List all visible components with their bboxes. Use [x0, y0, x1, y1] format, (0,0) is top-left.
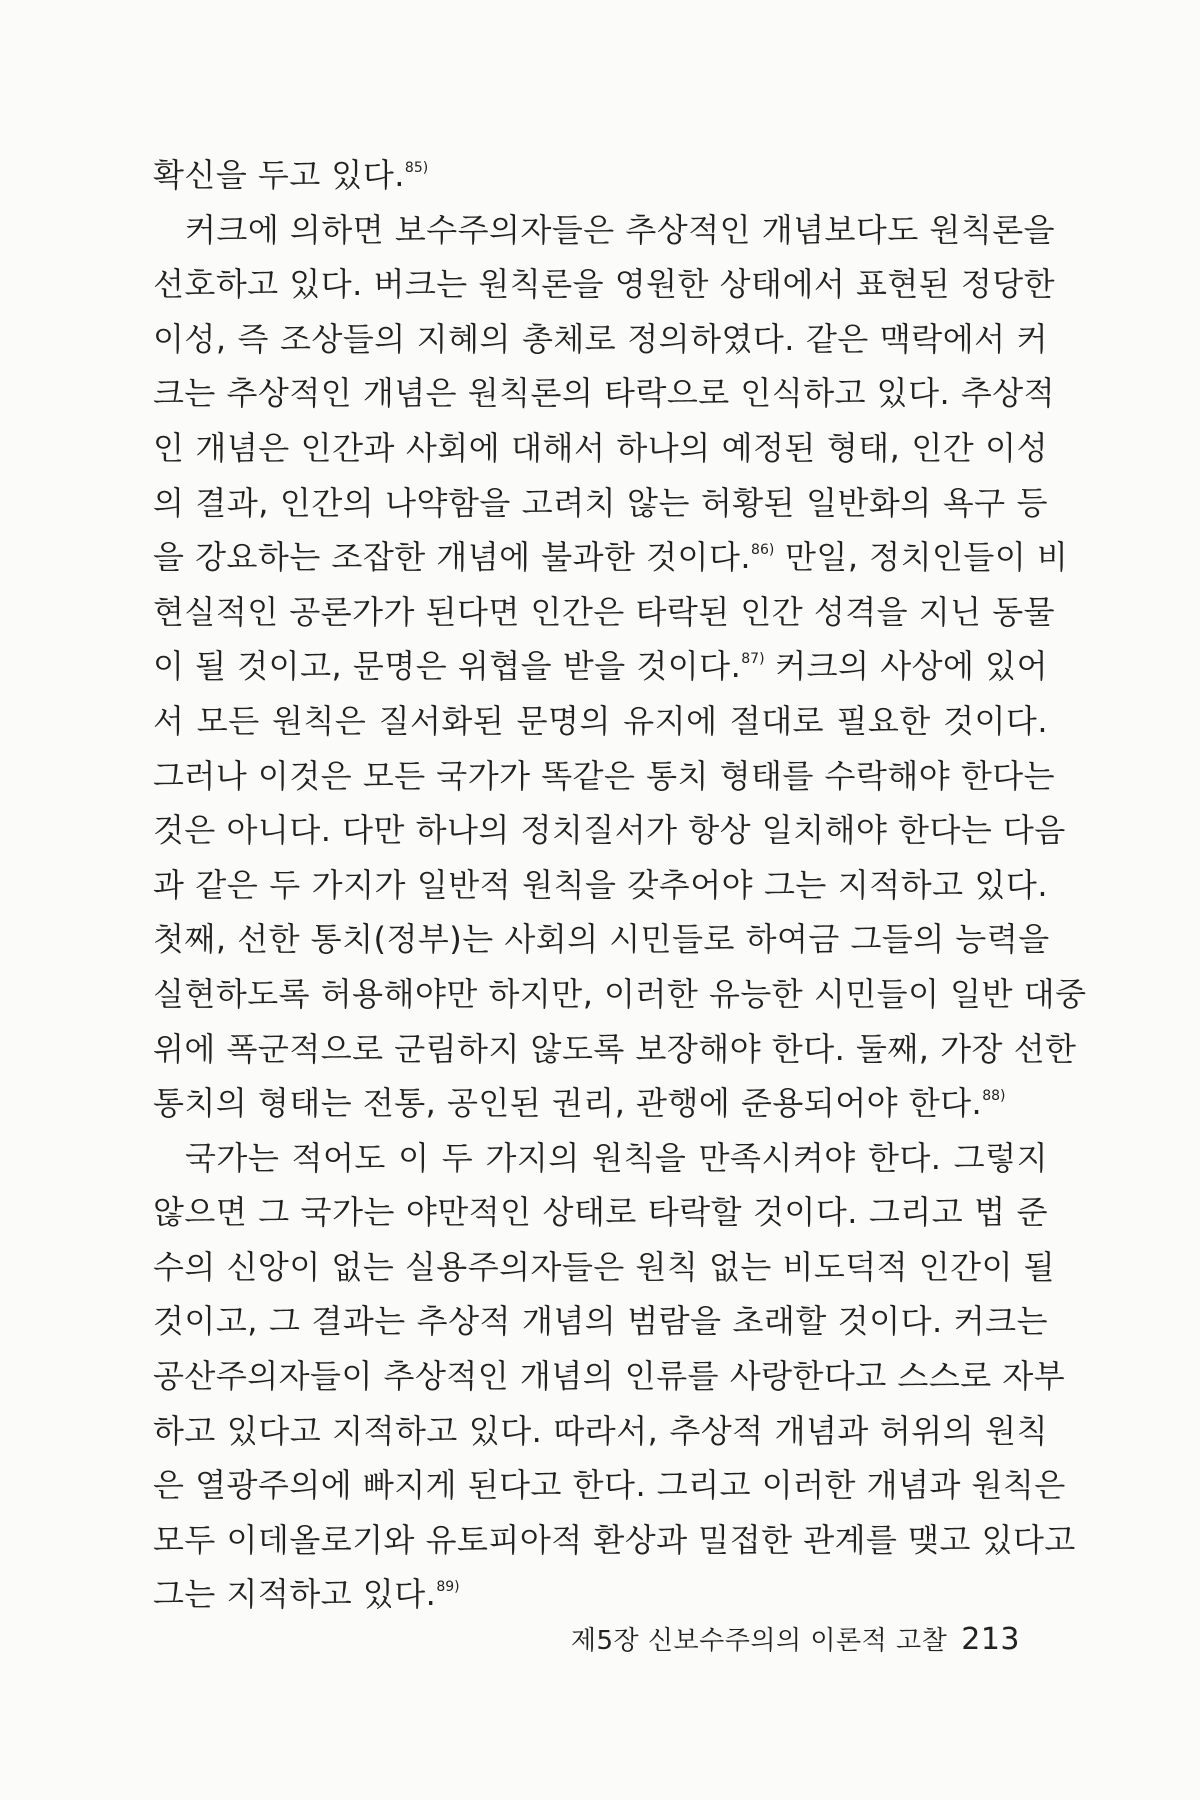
text-line: 그는 지적하고 있다.$^{89)}$	[153, 1575, 460, 1614]
page-footer	[571, 1620, 1020, 1657]
text-line: 실현하도록 허용해야만 하지만, 이러한 유능한 시민들이 일반 대중	[153, 974, 1087, 1013]
text-line: 의 결과, 인간의 나약함을 고려치 않는 허황된 일반화의 욕구 등	[153, 483, 1048, 522]
footnote-marker: 85)	[404, 160, 429, 176]
text-line: 과 같은 두 가지가 일반적 원칙을 갖추어야 그는 지적하고 있다.	[153, 865, 1048, 904]
footnote-marker: 86)	[751, 542, 775, 559]
text-line: 확신을 두고 있다.$^{85)}$	[153, 156, 429, 194]
footnote-marker: 89)	[436, 1579, 460, 1596]
text-line: 인 개념은 인간과 사회에 대해서 하나의 예정된 형태, 인간 이성	[153, 428, 1048, 467]
text-line: 그러나 이것은 모든 국가가 똑같은 통치 형태를 수락해야 한다는	[153, 756, 1056, 795]
text-line: 통치의 형태는 전통, 공인된 권리, 관행에 준용되어야 한다.$^{88)}$	[153, 1084, 1006, 1123]
text-line: 커크에 의하면 보수주의자들은 추상적인 개념보다도 원칙론을	[185, 210, 1056, 249]
text-line: 을 강요하는 조잡한 개념에 불과한 것이다.$^{86)}$ 만일, 정치인들이 비	[153, 538, 1069, 577]
text-line: 것이고, 그 결과는 추상적 개념의 범람을 초래할 것이다. 커크는	[153, 1302, 1048, 1341]
text-line: 모두 이데올로기와 유토피아적 환상과 밀접한 관계를 맺고 있다고	[153, 1520, 1076, 1559]
text-line: 현실적인 공론가가 된다면 인간은 타락된 인간 성격을 지닌 동물	[153, 592, 1056, 631]
body-text	[153, 148, 1087, 1622]
text-line: 것은 아니다. 다만 하나의 정치질서가 항상 일치해야 한다는 다음	[153, 811, 1066, 850]
footnote-marker: 88)	[982, 1088, 1006, 1105]
footnote-marker: 87)	[741, 651, 765, 668]
text-line: 수의 신앙이 없는 실용주의자들은 원칙 없는 비도덕적 인간이 될	[153, 1247, 1056, 1286]
text-line: 서 모든 원칙은 질서화된 문명의 유지에 절대로 필요한 것이다.	[153, 701, 1048, 740]
text-line: 국가는 적어도 이 두 가지의 원칙을 만족시켜야 한다. 그렇지	[185, 1138, 1048, 1177]
text-line: 첫째, 선한 통치(정부)는 사회의 시민들로 하여금 그들의 능력을	[153, 920, 1050, 959]
text-line: 크는 추상적인 개념은 원칙론의 타락으로 인식하고 있다. 추상적	[153, 374, 1056, 413]
text-line: 이 될 것이고, 문명은 위협을 받을 것이다.$^{87)}$ 커크의 사상에 있어	[153, 647, 1049, 686]
chapter-title: 제5장 신보수주의의 이론적 고찰	[570, 1626, 948, 1656]
text-line: 선호하고 있다. 버크는 원칙론을 영원한 상태에서 표현된 정당한	[153, 265, 1056, 304]
text-line: 은 열광주의에 빠지게 된다고 한다. 그리고 이러한 개념과 원칙은	[153, 1466, 1066, 1505]
text-line: 이성, 즉 조상들의 지혜의 총체로 정의하였다. 같은 맥락에서 커	[153, 319, 1048, 358]
text-line: 위에 폭군적으로 군림하지 않도록 보장해야 한다. 둘째, 가장 선한	[153, 1029, 1077, 1068]
page-number: 213	[961, 1622, 1020, 1657]
text-line: 공산주의자들이 추상적인 개념의 인류를 사랑한다고 스스로 자부	[153, 1357, 1066, 1396]
text-line: 하고 있다고 지적하고 있다. 따라서, 추상적 개념과 허위의 원칙	[153, 1411, 1048, 1450]
text-line: 않으면 그 국가는 야만적인 상태로 타락할 것이다. 그리고 법 준	[153, 1193, 1048, 1232]
